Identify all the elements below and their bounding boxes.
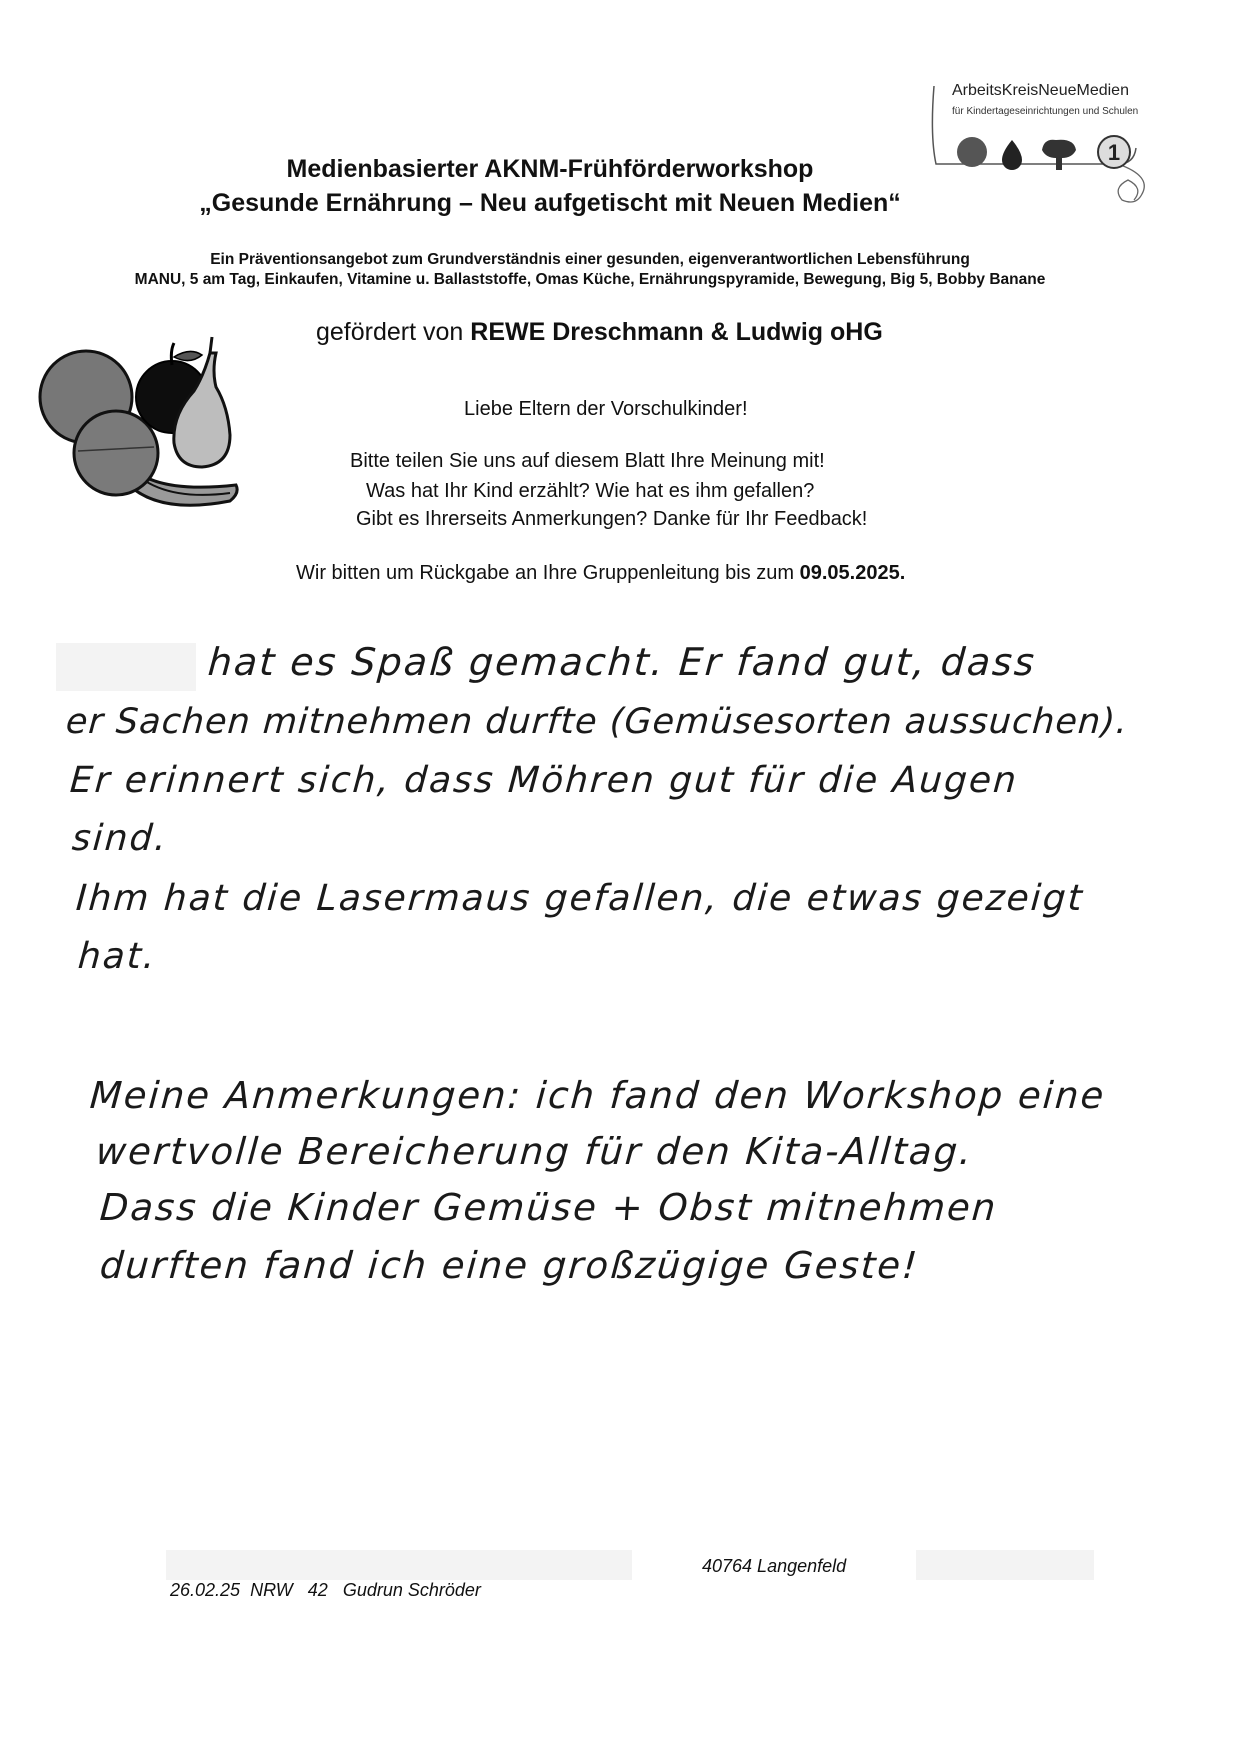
letter-line1: Bitte teilen Sie uns auf diesem Blatt Ihre Meinung mit! — [350, 450, 825, 472]
sponsor-line — [316, 318, 883, 347]
handwritten-line: hat es Spaß gemacht. Er fand gut, dass — [206, 640, 1038, 684]
handwritten-line: sind. — [70, 818, 170, 859]
page-title-line2: „Gesunde Ernährung – Neu aufgetischt mit Neuen Medien“ — [199, 189, 901, 217]
footer-date: 26.02.25 — [170, 1580, 241, 1600]
logo-name: ArbeitsKreisNeueMedien — [952, 82, 1129, 99]
sponsor-name: REWE Dreschmann & Ludwig oHG — [470, 318, 883, 346]
handwritten-line: Er erinnert sich, dass Möhren gut für die Augen — [68, 760, 1020, 801]
handwritten-line: durften fand ich eine großzügige Geste! — [98, 1244, 921, 1287]
return-request-text: Wir bitten um Rückgabe an Ihre Gruppenleitung bis zum — [296, 562, 800, 584]
badge-number: 1 — [1107, 140, 1121, 165]
sponsor-prefix: gefördert von — [316, 318, 471, 346]
footer-location: 40764 Langenfeld — [702, 1556, 847, 1576]
fruit-illustration — [34, 335, 244, 520]
letter-line3: Gibt es Ihrerseits Anmerkungen? Danke für Ihr Feedback! — [356, 508, 868, 530]
logo-tagline: für Kindertageseinrichtungen und Schulen — [952, 106, 1139, 117]
redacted-footer-right — [916, 1550, 1094, 1580]
footer-region: NRW — [250, 1580, 293, 1600]
redacted-child-name — [56, 643, 196, 691]
return-request — [296, 560, 905, 586]
handwritten-line: hat. — [76, 936, 158, 977]
handwritten-line: Meine Anmerkungen: ich fand den Workshop eine — [88, 1074, 1107, 1117]
redacted-footer-left — [166, 1550, 632, 1580]
footer-meta — [170, 1580, 481, 1601]
handwritten-line: er Sachen mitnehmen durfte (Gemüsesorten aussuchen). — [64, 702, 1130, 742]
subtitle-line2: MANU, 5 am Tag, Einkaufen, Vitamine u. Ballaststoffe, Omas Küche, Ernährungspyramide, Bewegung, Big 5, Bobby Banane — [134, 271, 1046, 288]
orange-front-icon — [74, 411, 158, 495]
greeting: Liebe Eltern der Vorschulkinder! — [464, 398, 748, 420]
letter-line2: Was hat Ihr Kind erzählt? Wie hat es ihm gefallen? — [366, 480, 815, 502]
footer-number: 42 — [307, 1580, 328, 1600]
handwritten-line: wertvolle Bereicherung für den Kita-Alltag. — [94, 1130, 975, 1173]
handwritten-line: Dass die Kinder Gemüse + Obst mitnehmen — [98, 1186, 999, 1229]
page-title-line1: Medienbasierter AKNM-Frühförderworkshop — [286, 155, 814, 183]
footer-person: Gudrun Schröder — [342, 1580, 481, 1600]
subtitle-line1: Ein Präventionsangebot zum Grundverständnis einer gesunden, eigenverantwortlichen Lebensführung — [210, 251, 970, 268]
return-date: 09.05.2025. — [799, 562, 906, 584]
handwritten-line: Ihm hat die Lasermaus gefallen, die etwas gezeigt — [74, 878, 1086, 919]
